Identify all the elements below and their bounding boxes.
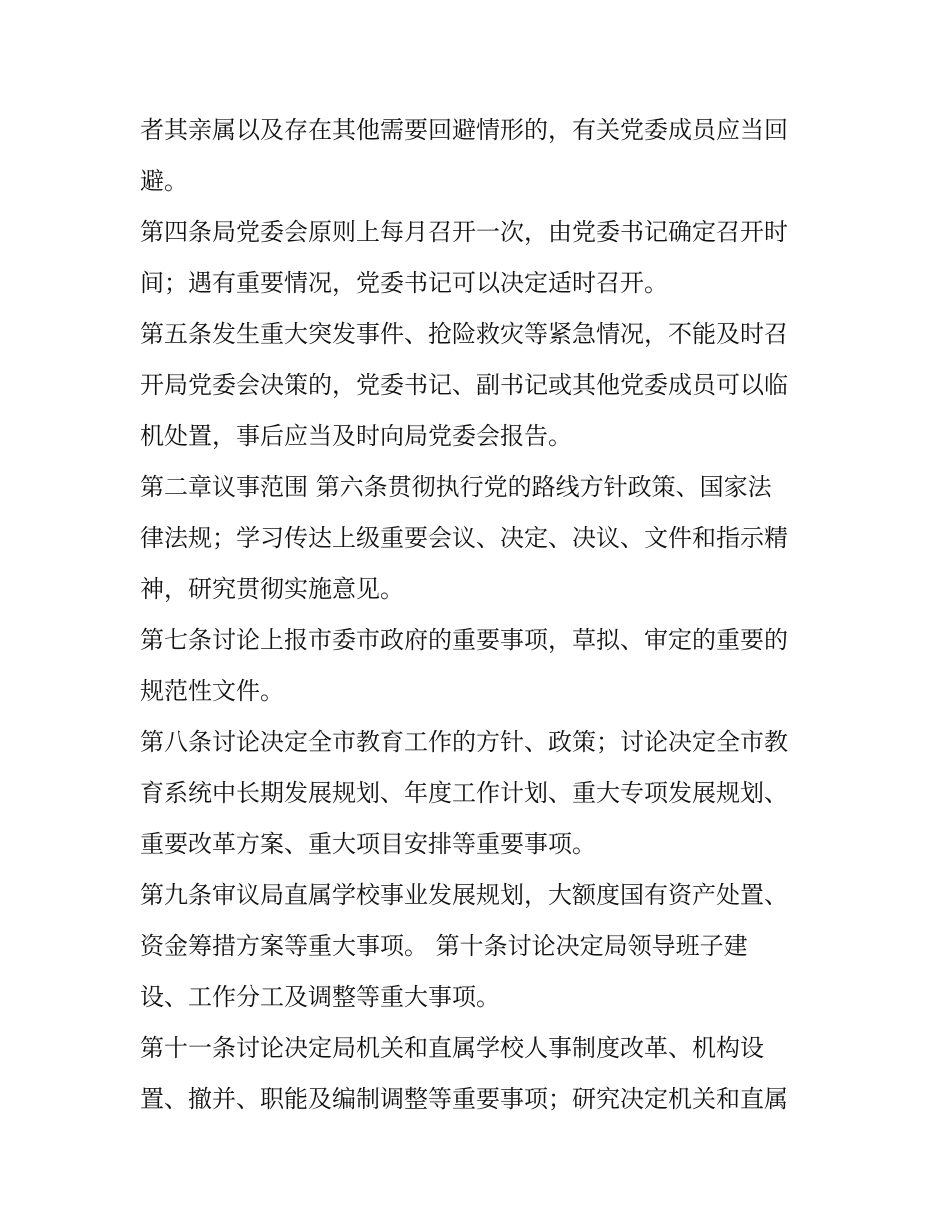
text-line: 设、工作分工及调整等重大事项。	[140, 983, 500, 1011]
text-line: 间；遇有重要情况，党委书记可以决定适时召开。	[140, 269, 668, 297]
text-line: 者其亲属以及存在其他需要回避情形的，有关党委成员应当回	[140, 116, 788, 144]
text-line: 神，研究贯彻实施意见。	[140, 575, 404, 603]
text-line: 第五条发生重大突发事件、抢险救灾等紧急情况，不能及时召	[140, 320, 788, 348]
text-line: 第四条局党委会原则上每月召开一次，由党委书记确定召开时	[140, 218, 788, 246]
text-line: 避。	[140, 167, 188, 195]
text-line: 置、撤并、职能及编制调整等重要事项；研究决定机关和直属	[140, 1085, 788, 1113]
text-line: 第八条讨论决定全市教育工作的方针、政策；讨论决定全市教	[140, 728, 788, 756]
document-body	[140, 105, 820, 1125]
text-line: 重要改革方案、重大项目安排等重要事项。	[140, 830, 596, 858]
text-line: 机处置，事后应当及时向局党委会报告。	[140, 422, 572, 450]
text-line: 规范性文件。	[140, 677, 284, 705]
text-line: 第十一条讨论决定局机关和直属学校人事制度改革、机构设	[140, 1034, 764, 1062]
text-line: 律法规；学习传达上级重要会议、决定、决议、文件和指示精	[140, 524, 788, 552]
text-line: 第七条讨论上报市委市政府的重要事项，草拟、审定的重要的	[140, 626, 788, 654]
text-line: 开局党委会决策的，党委书记、副书记或其他党委成员可以临	[140, 371, 788, 399]
text-line: 第二章议事范围 第六条贯彻执行党的路线方针政策、国家法	[140, 473, 772, 501]
text-line: 资金筹措方案等重大事项。 第十条讨论决定局领导班子建	[140, 932, 748, 960]
text-line: 育系统中长期发展规划、年度工作计划、重大专项发展规划、	[140, 779, 788, 807]
text-line: 第九条审议局直属学校事业发展规划，大额度国有资产处置、	[140, 881, 788, 909]
